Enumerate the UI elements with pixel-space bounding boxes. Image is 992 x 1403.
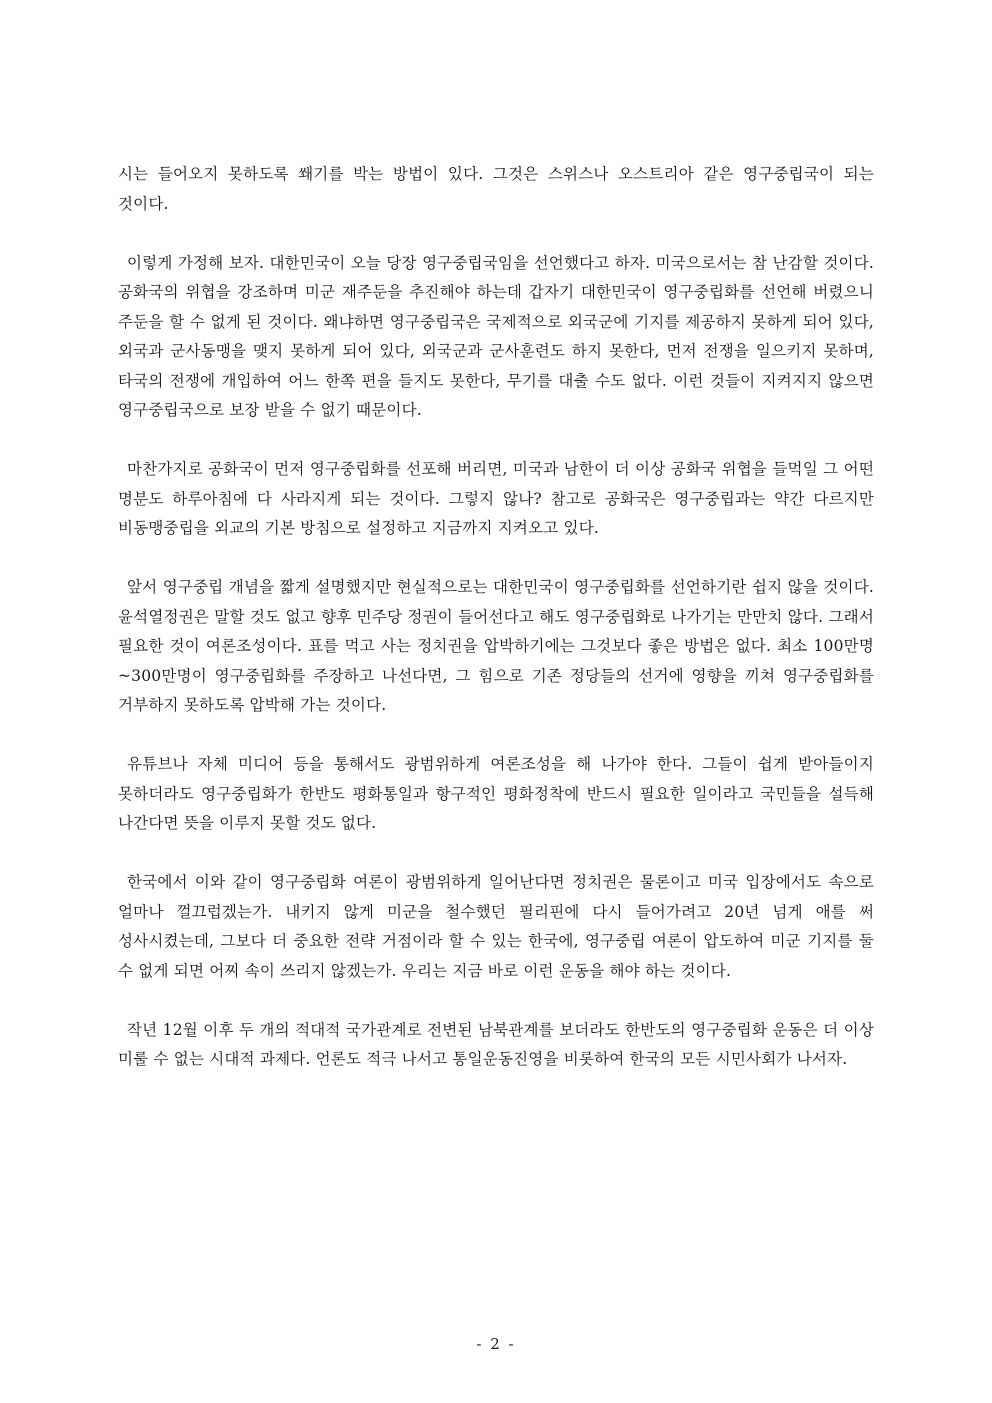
page-number: - 2 - bbox=[476, 1335, 516, 1353]
paragraph-continuation: 시는 들어오지 못하도록 쐐기를 박는 방법이 있다. 그것은 스위스나 오스트리아 같은 영구중립국이 되는 것이다. bbox=[118, 165, 874, 213]
document-body bbox=[118, 160, 874, 1104]
paragraph-conclusion: 작년 12월 이후 두 개의 적대적 국가관계로 전변된 남북관계를 보더라도 한반도의 영구중립화 운동은 더 이상 미룰 수 없는 시대적 과제다. 언론도 적극 나서고 통일운동진영을 비롯하여 한국의 모든 시민사회가 나서자. bbox=[118, 1020, 874, 1068]
paragraph-republic-neutrality: 마찬가지로 공화국이 먼저 영구중립화를 선포해 버리면, 미국과 남한이 더 이상 공화국 위협을 들먹일 그 어떤 명분도 하루아침에 다 사라지게 되는 것이다. 그렇지 않나? 참고로 공화국은 영구중립과는 약간 다르지만 비동맹중립을 외교의 기본 방침으로 설정하고 지금까지 지켜오고 있다. bbox=[118, 460, 874, 537]
paragraph-media: 유튜브나 자체 미디어 등을 통해서도 광범위하게 여론조성을 해 나가야 한다. 그들이 쉽게 받아들이지 못하더라도 영구중립화가 한반도 평화통일과 항구적인 평화정착에 반드시 필요한 일이라고 국민들을 설득해 나간다면 뜻을 이루지 못할 것도 없다. bbox=[118, 755, 874, 832]
paragraph-us-position: 한국에서 이와 같이 영구중립화 여론이 광범위하게 일어난다면 정치권은 물론이고 미국 입장에서도 속으로 얼마나 껄끄럽겠는가. 내키지 않게 미군을 철수했던 필리핀에 다시 들어가려고 20년 넘게 애를 써 성사시켰는데, 그보다 더 중요한 전략 거점이라 할 수 있는 한국에, 영구중립 여론이 압도하여 미군 기지를 둘 수 없게 되면 어찌 속이 쓰리지 않겠는가. 우리는 지금 바로 이런 운동을 해야 하는 것이다. bbox=[118, 873, 874, 980]
paragraph-hypothesis: 이렇게 가정해 보자. 대한민국이 오늘 당장 영구중립국임을 선언했다고 하자. 미국으로서는 참 난감할 것이다. 공화국의 위협을 강조하며 미군 재주둔을 추진해야 하는데 갑자기 대한민국이 영구중립화를 선언해 버렸으니 주둔을 할 수 없게 된 것이다. 왜냐하면 영구중립국은 국제적으로 외국군에 기지를 제공하지 못하게 되어 있다, 외국과 군사동맹을 맺지 못하게 되어 있다, 외국군과 군사훈련도 하지 못한다, 먼저 전쟁을 일으키지 못하며, 타국의 전쟁에 개입하여 어느 한쪽 편을 들지도 못한다, 무기를 대출 수도 없다. 이런 것들이 지켜지지 않으면 영구중립국으로 보장 받을 수 없기 때문이다. bbox=[118, 253, 874, 419]
paragraph-public-opinion: 앞서 영구중립 개념을 짧게 설명했지만 현실적으로는 대한민국이 영구중립화를 선언하기란 쉽지 않을 것이다. 윤석열정권은 말할 것도 없고 향후 민주당 정권이 들어선다고 해도 영구중립화로 나가기는 만만치 않다. 그래서 필요한 것이 여론조성이다. 표를 먹고 사는 정치권을 압박하기에는 그것보다 좋은 방법은 없다. 최소 100만명~300만명이 영구중립화를 주장하고 나선다면, 그 힘으로 기존 정당들의 선거에 영향을 끼쳐 영구중립화를 거부하지 못하도록 압박해 가는 것이다. bbox=[118, 578, 874, 714]
